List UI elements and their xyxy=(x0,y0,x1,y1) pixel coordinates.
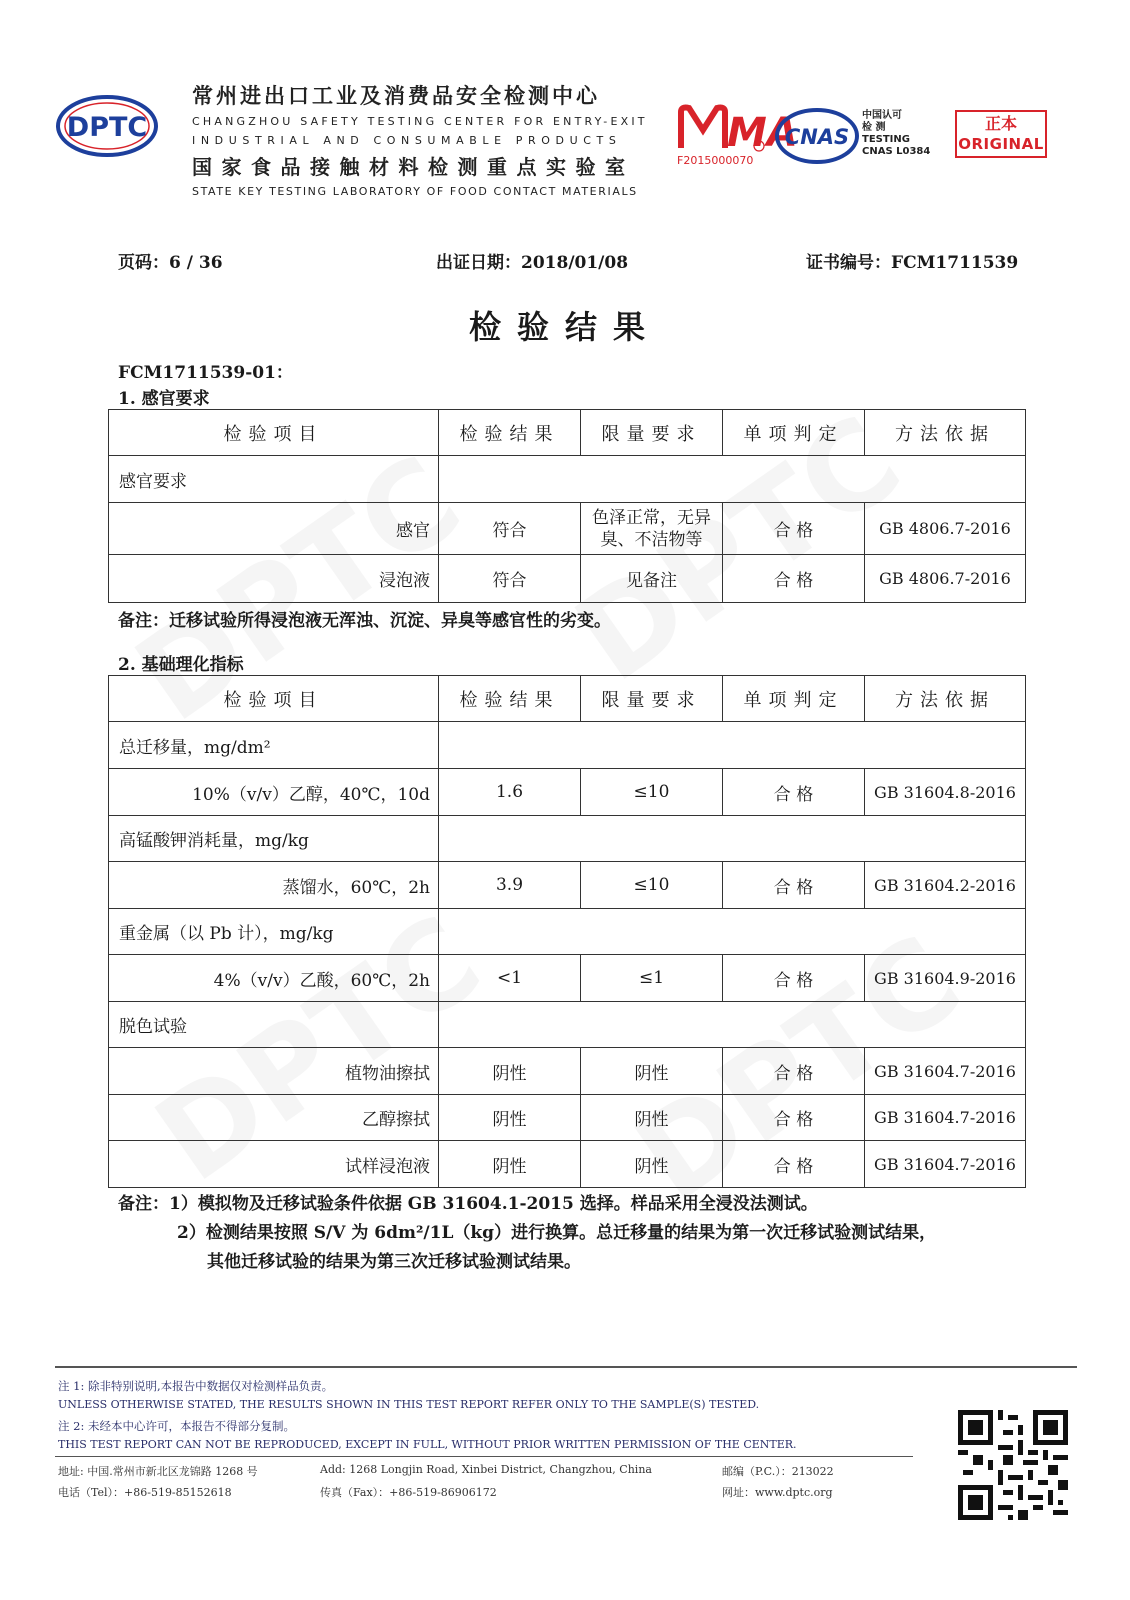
table-row xyxy=(109,503,1026,555)
method-cell: GB 4806.7-2016 xyxy=(865,503,1026,555)
col-header-method: 方法依据 xyxy=(865,410,1026,456)
table-header-row xyxy=(109,410,1026,456)
table-row xyxy=(109,1095,1026,1141)
result-cell: 阴性 xyxy=(439,1048,581,1095)
verdict-cell: 合 格 xyxy=(723,1048,865,1095)
section-1-note: 备注：迁移试验所得浸泡液无浑浊、沉淀、异臭等感官性的劣变。 xyxy=(118,611,611,631)
limit-cell: 色泽正常，无异臭、不洁物等 xyxy=(581,503,723,555)
dptc-logo-text: DPTC xyxy=(66,112,148,143)
col-header-verdict: 单项判定 xyxy=(723,410,865,456)
cnas-accreditation xyxy=(862,110,930,158)
footer-divider-thin xyxy=(55,1456,913,1457)
group-row xyxy=(109,722,1026,769)
section-2-note-3: 其他迁移试验的结果为第三次迁移试验测试结果。 xyxy=(207,1252,581,1272)
cnas-check: 检 测 xyxy=(862,122,886,133)
group-row xyxy=(109,816,1026,862)
section-2-note-2: 2）检测结果按照 S/V 为 6dm²/1L（kg）进行换算。总迁移量的结果为第一次迁移试验测试结果， xyxy=(177,1223,937,1243)
section-1-title: 1. 感官要求 xyxy=(118,389,210,409)
result-cell: 阴性 xyxy=(439,1095,581,1141)
item-name: 浸泡液 xyxy=(109,555,439,603)
result-cell: 3.9 xyxy=(439,862,581,909)
method-cell: GB 31604.2-2016 xyxy=(865,862,1026,909)
footer-note-2-cn: 注 2: 未经本中心许可，本报告不得部分复制。 xyxy=(58,1419,295,1433)
table-row xyxy=(109,555,1026,603)
col-header-limit: 限量要求 xyxy=(581,410,723,456)
group-name: 重金属（以 Pb 计），mg/kg xyxy=(109,909,439,955)
limit-cell: ≤10 xyxy=(581,862,723,909)
footer-tel: 电话（Tel）：+86-519-85152618 xyxy=(58,1486,232,1499)
result-cell: 符合 xyxy=(439,555,581,603)
group-row xyxy=(109,1002,1026,1048)
footer-website: 网址：www.dptc.org xyxy=(722,1486,833,1499)
item-name: 感官 xyxy=(109,503,439,555)
footer-postcode: 邮编（P.C.）：213022 xyxy=(722,1465,834,1478)
footer-divider xyxy=(55,1366,1077,1368)
limit-cell: 阴性 xyxy=(581,1095,723,1141)
col-header-limit: 限量要求 xyxy=(581,676,723,722)
col-header-item: 检验项目 xyxy=(109,410,439,456)
group-name: 感官要求 xyxy=(109,456,439,503)
cnas-testing: TESTING xyxy=(862,134,910,145)
footer-address-cn: 地址: 中国.常州市新北区龙锦路 1268 号 xyxy=(58,1465,258,1478)
section-2-note-1: 备注：1）模拟物及迁移试验条件依据 GB 31604.1-2015 选择。样品采用全浸没法测试。 xyxy=(118,1194,818,1214)
cnas-mark-text: CNAS xyxy=(784,125,850,149)
verdict-cell: 合 格 xyxy=(723,503,865,555)
original-stamp xyxy=(955,110,1047,158)
result-cell: 阴性 xyxy=(439,1141,581,1188)
cnas-number: CNAS L0384 xyxy=(862,146,931,157)
sample-id: FCM1711539-01： xyxy=(118,363,293,383)
sensory-results-table xyxy=(108,409,1026,603)
table-row xyxy=(109,955,1026,1002)
dptc-logo xyxy=(55,94,159,158)
certificate-number: 证书编号：FCM1711539 xyxy=(806,253,1019,273)
org-name-cn: 常州进出口工业及消费品安全检测中心 xyxy=(192,84,600,108)
verdict-cell: 合 格 xyxy=(723,555,865,603)
footer-note-2-en: THIS TEST REPORT CAN NOT BE REPRODUCED, EXCEPT IN FULL, WITHOUT PRIOR WRITTEN PERMISSION OF THE CENTER. xyxy=(58,1438,797,1451)
method-cell: GB 31604.9-2016 xyxy=(865,955,1026,1002)
page-title: 检验结果 xyxy=(468,308,661,346)
cma-mark-text: MA xyxy=(727,110,798,156)
method-cell: GB 31604.7-2016 xyxy=(865,1095,1026,1141)
col-header-result: 检验结果 xyxy=(439,410,581,456)
group-name: 脱色试验 xyxy=(109,1002,439,1048)
item-name: 植物油擦拭 xyxy=(109,1048,439,1095)
lab-name-cn: 国家食品接触材料检测重点实验室 xyxy=(192,155,635,179)
cma-mark xyxy=(675,100,798,170)
organization-header xyxy=(192,80,648,198)
cma-number: F2015000070 xyxy=(677,154,754,167)
table-row xyxy=(109,769,1026,816)
method-cell: GB 31604.8-2016 xyxy=(865,769,1026,816)
stamp-cn: 正本 xyxy=(984,114,1017,133)
verdict-cell: 合 格 xyxy=(723,769,865,816)
physicochemical-results-table xyxy=(108,675,1026,1188)
table-row xyxy=(109,862,1026,909)
table-row xyxy=(109,1048,1026,1095)
col-header-verdict: 单项判定 xyxy=(723,676,865,722)
item-name: 蒸馏水，60℃，2h xyxy=(109,862,439,909)
verdict-cell: 合 格 xyxy=(723,1141,865,1188)
item-name: 10%（v/v）乙醇，40℃，10d xyxy=(109,769,439,816)
method-cell: GB 31604.7-2016 xyxy=(865,1141,1026,1188)
item-name: 乙醇擦拭 xyxy=(109,1095,439,1141)
lab-name-en: STATE KEY TESTING LABORATORY OF FOOD CONTACT MATERIALS xyxy=(192,185,638,198)
org-name-en-1: CHANGZHOU SAFETY TESTING CENTER FOR ENTRY-EXIT xyxy=(192,115,648,128)
result-cell: <1 xyxy=(439,955,581,1002)
table-row xyxy=(109,1141,1026,1188)
method-cell: GB 4806.7-2016 xyxy=(865,555,1026,603)
method-cell: GB 31604.7-2016 xyxy=(865,1048,1026,1095)
result-cell: 1.6 xyxy=(439,769,581,816)
limit-cell: 阴性 xyxy=(581,1048,723,1095)
item-name: 4%（v/v）乙酸，60℃，2h xyxy=(109,955,439,1002)
footer-note-1-cn: 注 1: 除非特别说明,本报告中数据仅对检测样品负责。 xyxy=(58,1379,334,1393)
qr-code-icon xyxy=(958,1410,1068,1520)
limit-cell: 见备注 xyxy=(581,555,723,603)
footer-fax: 传真（Fax）：+86-519-86906172 xyxy=(320,1486,497,1499)
group-name: 总迁移量，mg/dm² xyxy=(109,722,439,769)
result-cell: 符合 xyxy=(439,503,581,555)
stamp-en: ORIGINAL xyxy=(958,135,1044,153)
item-name: 试样浸泡液 xyxy=(109,1141,439,1188)
cnas-cn: 中国认可 xyxy=(862,110,902,121)
verdict-cell: 合 格 xyxy=(723,862,865,909)
section-2-title: 2. 基础理化指标 xyxy=(118,655,244,675)
footer-address-en: Add: 1268 Longjin Road, Xinbei District, Changzhou, China xyxy=(320,1463,652,1476)
col-header-item: 检验项目 xyxy=(109,676,439,722)
table-header-row xyxy=(109,676,1026,722)
col-header-method: 方法依据 xyxy=(865,676,1026,722)
org-name-en-2: INDUSTRIAL AND CONSUMABLE PRODUCTS xyxy=(192,134,622,147)
group-row xyxy=(109,456,1026,503)
cnas-mark xyxy=(775,106,863,166)
group-row xyxy=(109,909,1026,955)
col-header-result: 检验结果 xyxy=(439,676,581,722)
verdict-cell: 合 格 xyxy=(723,955,865,1002)
limit-cell: ≤1 xyxy=(581,955,723,1002)
group-name: 高锰酸钾消耗量，mg/kg xyxy=(109,816,439,862)
limit-cell: ≤10 xyxy=(581,769,723,816)
footer-note-1-en: UNLESS OTHERWISE STATED, THE RESULTS SHOWN IN THIS TEST REPORT REFER ONLY TO THE SAMPLE(S) TESTED. xyxy=(58,1398,760,1411)
page-number: 页码：6 / 36 xyxy=(118,253,223,273)
limit-cell: 阴性 xyxy=(581,1141,723,1188)
issue-date: 出证日期：2018/01/08 xyxy=(436,253,629,273)
verdict-cell: 合 格 xyxy=(723,1095,865,1141)
